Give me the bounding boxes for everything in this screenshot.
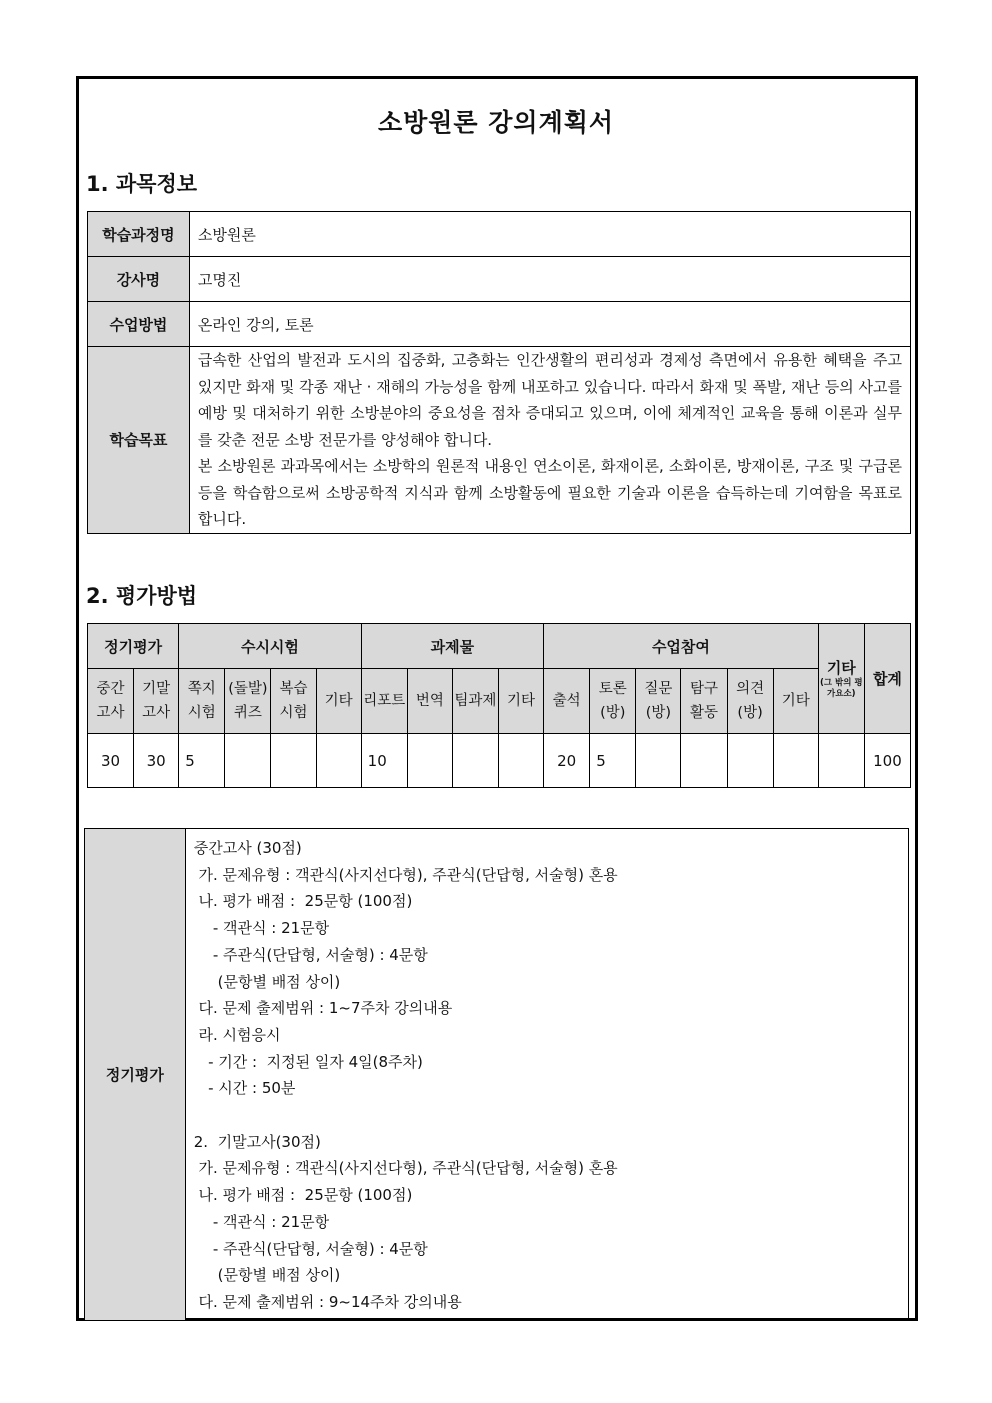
detail-line: - 기간 : 지정된 일자 4일(8주차) bbox=[193, 1052, 423, 1071]
detail-line bbox=[194, 1102, 898, 1129]
sub-report: 리포트 bbox=[361, 669, 407, 734]
detail-line: - 시간 : 50분 bbox=[193, 1079, 296, 1098]
regular-eval-detail-table bbox=[84, 828, 909, 1321]
info-row bbox=[88, 212, 911, 257]
detail-line: 라. 시험응시 bbox=[193, 1025, 281, 1044]
sub-label: 고사 bbox=[96, 705, 125, 721]
goal-paragraph: 급속한 산업의 발전과 도시의 집중화, 고층화는 인간생활의 편리성과 경제성 측면에서 유용한 혜택을 주고 있지만 화재 및 각종 재난 · 재해의 가능성을 함께 내포하고 있습니다. 따라서 화재 및 폭발, 재난 등의 사고를 예방 및 대처하기 위한 소방분야의 중요성을 점차 증대되고 있으며, 이에 체계적인 교육을 통해 이론과 실무를 갖춘 전문 소방 전문가를 양성해야 합니다. bbox=[197, 351, 902, 449]
info-row bbox=[88, 302, 911, 347]
sub-translation: 번역 bbox=[407, 669, 452, 734]
group-other-label: 기타 bbox=[826, 658, 856, 677]
detail-line: (문항별 배점 상이) bbox=[193, 972, 341, 991]
score-cell: 30 bbox=[88, 734, 134, 788]
sub-label: (방) bbox=[645, 705, 672, 721]
sub-label: 중간 bbox=[96, 681, 125, 697]
info-value: 고명진 bbox=[189, 257, 910, 302]
sub-label: 탐구 bbox=[689, 681, 718, 697]
goal-label: 학습목표 bbox=[88, 347, 190, 534]
group-other bbox=[818, 624, 864, 734]
score-cell bbox=[316, 734, 361, 788]
score-cell: 30 bbox=[134, 734, 179, 788]
sub-final bbox=[134, 669, 179, 734]
info-value: 온라인 강의, 토론 bbox=[189, 302, 910, 347]
info-value: 소방원론 bbox=[189, 212, 910, 257]
sub-midterm bbox=[88, 669, 134, 734]
goal-text bbox=[189, 347, 910, 534]
info-label: 학습과정명 bbox=[88, 212, 190, 257]
detail-line: - 주관식(단답형, 서술형) : 4문항 bbox=[193, 945, 428, 964]
total-cell: 100 bbox=[864, 734, 910, 788]
score-cell bbox=[636, 734, 681, 788]
sub-label: (돌발) bbox=[228, 681, 268, 697]
score-row bbox=[88, 734, 911, 788]
group-regular: 정기평가 bbox=[88, 624, 179, 669]
sub-review bbox=[271, 669, 316, 734]
sub-label: 토론 bbox=[598, 681, 627, 697]
detail-line: 가. 문제유형 : 객관식(사지선다형), 주관식(단답형, 서술형) 혼용 bbox=[193, 865, 618, 884]
sub-attendance: 출석 bbox=[544, 669, 590, 734]
detail-line: 중간고사 (30점) bbox=[193, 839, 302, 857]
sub-label: 의견 bbox=[736, 681, 765, 697]
sub-label: 활동 bbox=[689, 705, 718, 721]
group-other-note: (그 밖의 평가요소) bbox=[819, 677, 863, 699]
detail-line: 다. 문제 출제범위 : 9~14주차 강의내용 bbox=[193, 1292, 462, 1311]
sub-label: 질문 bbox=[644, 681, 673, 697]
score-cell bbox=[225, 734, 271, 788]
info-row bbox=[88, 257, 911, 302]
score-cell bbox=[818, 734, 864, 788]
score-cell: 5 bbox=[590, 734, 636, 788]
score-cell bbox=[452, 734, 498, 788]
sub-label: 시험 bbox=[279, 705, 308, 721]
score-cell bbox=[773, 734, 818, 788]
course-info-table bbox=[87, 211, 911, 534]
sub-question bbox=[636, 669, 681, 734]
group-participation: 수업참여 bbox=[544, 624, 819, 669]
sub-label: 고사 bbox=[142, 705, 171, 721]
detail-line: (문항별 배점 상이) bbox=[193, 1266, 341, 1285]
detail-line: 나. 평가 배점 : 25문항 (100점) bbox=[193, 1186, 413, 1205]
goal-paragraph: 본 소방원론 과과목에서는 소방학의 원론적 내용인 연소이론, 화재이론, 소화이론, 방재이론, 구조 및 구급론 등을 학습함으로써 소방공학적 지식과 함께 소방활동에 필요한 기술과 이론을 습득하는데 기여함을 목표로 합니다. bbox=[197, 457, 902, 528]
sub-label: (방) bbox=[737, 705, 763, 721]
score-cell bbox=[271, 734, 316, 788]
goal-row bbox=[88, 347, 911, 534]
sub-pop-quiz bbox=[225, 669, 271, 734]
sub-label: 복습 bbox=[279, 681, 308, 697]
evaluation-table bbox=[87, 623, 911, 788]
score-cell bbox=[727, 734, 773, 788]
group-frequent: 수시시험 bbox=[179, 624, 361, 669]
info-label: 강사명 bbox=[88, 257, 190, 302]
sub-label: 퀴즈 bbox=[233, 705, 262, 721]
sub-team: 팀과제 bbox=[452, 669, 498, 734]
detail-line: 2. 기말고사(30점) bbox=[193, 1132, 321, 1151]
score-cell: 5 bbox=[179, 734, 225, 788]
group-assignment: 과제물 bbox=[361, 624, 543, 669]
group-total: 합계 bbox=[864, 624, 910, 734]
section-2-heading: 2. 평가방법 bbox=[86, 584, 198, 608]
info-label: 수업방법 bbox=[88, 302, 190, 347]
sub-label: 기말 bbox=[142, 681, 171, 697]
sub-etc: 기타 bbox=[498, 669, 543, 734]
detail-line: - 주관식(단답형, 서술형) : 4문항 bbox=[193, 1239, 428, 1258]
sub-discussion bbox=[590, 669, 636, 734]
sub-opinion bbox=[727, 669, 773, 734]
detail-line: 가. 문제유형 : 객관식(사지선다형), 주관식(단답형, 서술형) 혼용 bbox=[193, 1159, 618, 1178]
sub-etc: 기타 bbox=[773, 669, 818, 734]
sub-etc: 기타 bbox=[316, 669, 361, 734]
section-1-heading: 1. 과목정보 bbox=[86, 172, 198, 196]
score-cell bbox=[407, 734, 452, 788]
detail-line: - 객관식 : 21문항 bbox=[193, 1212, 330, 1231]
score-cell bbox=[498, 734, 543, 788]
detail-label: 정기평가 bbox=[85, 829, 186, 1321]
page-title: 소방원론 강의계획서 bbox=[377, 108, 615, 137]
detail-line: 다. 문제 출제범위 : 1~7주차 강의내용 bbox=[193, 999, 453, 1018]
sub-quiz bbox=[179, 669, 225, 734]
score-cell: 20 bbox=[544, 734, 590, 788]
sub-explore bbox=[681, 669, 727, 734]
score-cell bbox=[681, 734, 727, 788]
score-cell: 10 bbox=[361, 734, 407, 788]
sub-label: 쪽지 bbox=[187, 681, 216, 697]
sub-label: (방) bbox=[600, 705, 626, 721]
detail-line: - 객관식 : 21문항 bbox=[193, 919, 330, 938]
detail-line: 나. 평가 배점 : 25문항 (100점) bbox=[193, 892, 413, 911]
detail-lines bbox=[185, 829, 908, 1321]
sub-label: 시험 bbox=[187, 705, 216, 721]
